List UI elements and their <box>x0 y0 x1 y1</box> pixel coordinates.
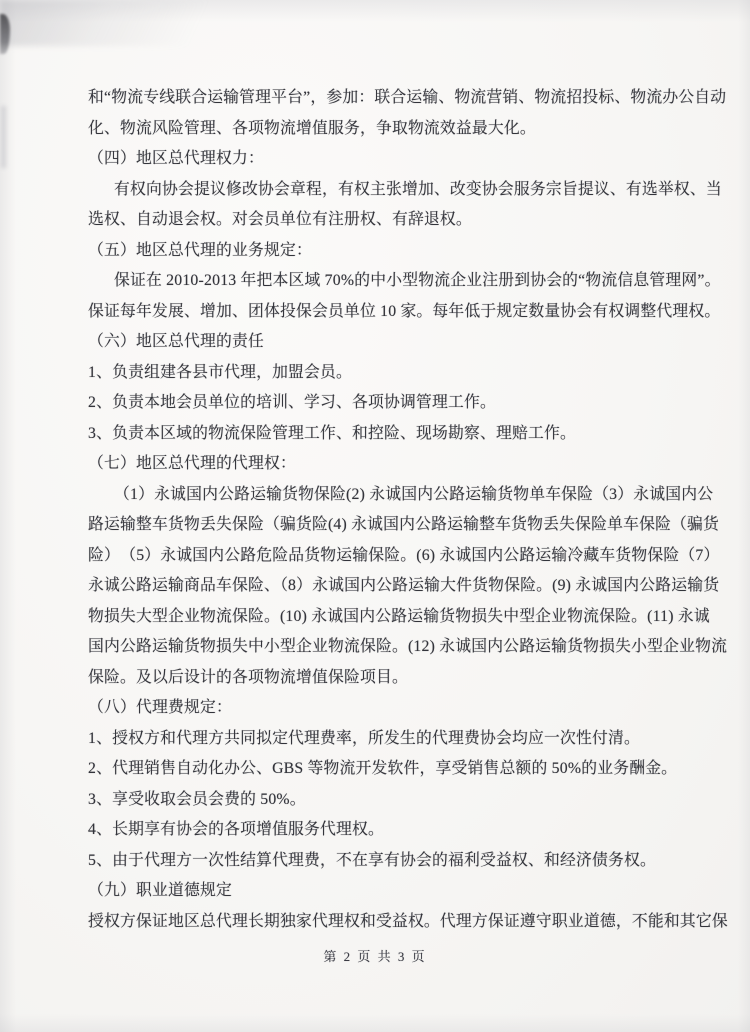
text-line: 路运输整车货物丢失保险（骗货险(4) 永诚国内公路运输整车货物丢失保险单车保险（骗货 <box>88 516 720 533</box>
section-heading: （五）地区总代理的业务规定： <box>88 241 312 259</box>
scan-corner-fold-artifact <box>0 14 10 54</box>
text-line: 保证每年发展、增加、团体投保会员单位 10 家。每年低于规定数量协会有权调整代理权。 <box>88 302 721 320</box>
list-item: 3、负责本区域的物流保险管理工作、和控险、现场勘察、理赔工作。 <box>88 424 577 442</box>
text-line: （1）永诚国内公路运输货物保险(2) 永诚国内公路运输货物单车保险（3）永诚国内公 <box>114 485 714 503</box>
document-body <box>88 83 728 937</box>
list-item: 2、负责本地会员单位的培训、学习、各项协调管理工作。 <box>88 394 497 411</box>
text-line: 授权方保证地区总代理长期独家代理权和受益权。代理方保证遵守职业道德，不能和其它保 <box>88 912 728 930</box>
list-item: 5、由于代理方一次性结算代理费，不在享有协会的福利受益权、和经济债务权。 <box>88 851 656 869</box>
text-line: 化、物流风险管理、各项物流增值服务，争取物流效益最大化。 <box>88 119 536 137</box>
list-item: 4、长期享有协会的各项增值服务代理权。 <box>88 821 385 838</box>
text-line: 和“物流专线联合运输管理平台”，参加：联合运输、物流营销、物流招投标、物流办公自动 <box>88 89 727 106</box>
section-heading: （七）地区总代理的代理权： <box>88 455 296 472</box>
text-line: 选权、自动退会权。对会员单位有注册权、有辞退权。 <box>88 211 472 228</box>
section-heading: （四）地区总代理权力： <box>88 150 264 167</box>
section-heading: （九）职业道德规定 <box>88 882 232 899</box>
text-line: 有权向协会提议修改协会章程，有权主张增加、改变协会服务宗旨提议、有选举权、当 <box>114 180 722 198</box>
scan-left-edge-smudge-artifact <box>1 106 6 168</box>
text-line: 保证在 2010-2013 年把本区域 70%的中小型物流企业注册到协会的“物流信息管理网”。 <box>114 272 721 289</box>
text-line: 国内公路运输货物损失中小型企业物流保险。(12) 永诚国内公路运输货物损失小型企业物流 <box>88 638 728 655</box>
list-item: 1、授权方和代理方共同拟定代理费率，所发生的代理费协会均应一次性付清。 <box>88 729 640 747</box>
list-item: 2、代理销售自动化办公、GBS 等物流开发软件，享受销售总额的 50%的业务酬金。 <box>88 760 678 777</box>
list-item: 3、享受收取会员会费的 50%。 <box>88 790 306 808</box>
list-item: 1、负责组建各县市代理，加盟会员。 <box>88 363 353 381</box>
text-line: 险） （5）永诚国内公路危险品货物运输保险。(6) 永诚国内公路运输冷藏车货物保险（7） <box>88 546 720 564</box>
page-number-footer: 第 2 页 共 3 页 <box>323 949 427 964</box>
text-line: 保险。及以后设计的各项物流增值保险项目。 <box>88 668 408 686</box>
section-heading: （八）代理费规定： <box>88 699 232 716</box>
text-line: 物损失大型企业物流保险。(10) 永诚国内公路运输货物损失中型企业物流保险。(11) 永诚 <box>88 607 710 625</box>
text-line: 永诚公路运输商品车保险、（8）永诚国内公路运输大件货物保险。(9) 永诚国内公路运输货 <box>88 577 720 594</box>
section-heading: （六）地区总代理的责任 <box>88 333 264 350</box>
scan-top-shadow-artifact <box>0 0 260 46</box>
